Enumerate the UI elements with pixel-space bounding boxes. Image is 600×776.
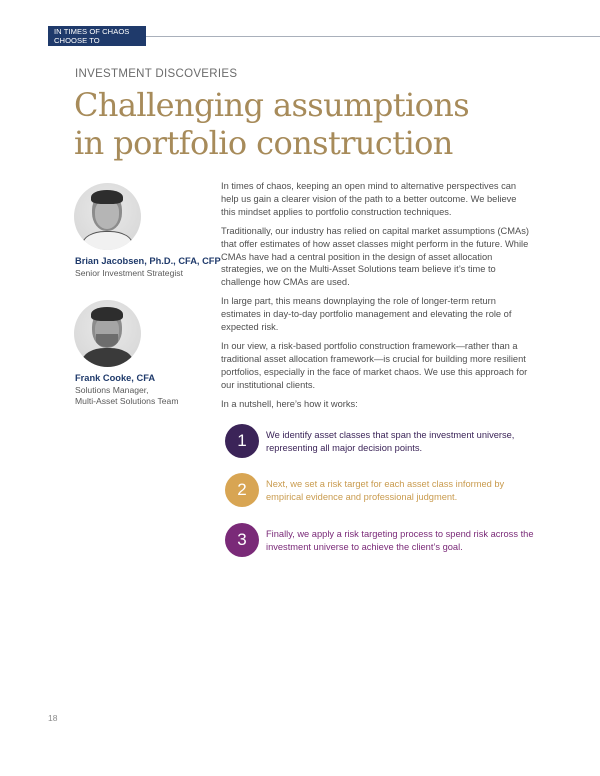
- paragraph: In times of chaos, keeping an open mind to alternative perspectives can help us gain a clearer vision of the path to a better outcome. We believe this mindset applies to portfolio construction techniques.: [221, 181, 517, 217]
- step-number-badge: 1: [225, 424, 259, 458]
- badge-emphasis: INNOVATE: [54, 44, 93, 54]
- paragraph: In a nutshell, here’s how it works:: [221, 398, 358, 409]
- header-divider: [146, 36, 600, 37]
- author-photo-cooke: [74, 300, 141, 367]
- step-text: Finally, we apply a risk targeting process to spend risk across the investment universe to achieve the client’s goal.: [266, 529, 534, 552]
- step-text: We identify asset classes that span the investment universe, representing all major decision points.: [266, 430, 515, 453]
- page-number: 18: [48, 713, 58, 723]
- author-name: Brian Jacobsen, Ph.D., CFA, CFP: [75, 256, 221, 266]
- step-number-badge: 3: [225, 523, 259, 557]
- paragraph: Traditionally, our industry has relied on capital market assumptions (CMAs) that offer estimates of how asset classes might perform in the future. While CMAs have had a central position in the design of asset allocation strategies, we on the Multi-Asset Solutions team believe it’s time to challenge how CMAs are used.: [221, 225, 529, 288]
- step-number-badge: 2: [225, 473, 259, 507]
- author-name: Frank Cooke, CFA: [75, 373, 156, 383]
- section-badge: [48, 26, 146, 54]
- step-item: [225, 424, 525, 460]
- article-body: [221, 180, 531, 417]
- author-role: Solutions Manager, Multi-Asset Solutions Team: [75, 385, 179, 406]
- step-item: [225, 473, 525, 509]
- paragraph: In our view, a risk-based portfolio construction framework—rather than a traditional asset allocation framework—is crucial for building more resilient portfolios, especially in the face of market chaos. We use this approach for our institutional clients.: [221, 340, 528, 390]
- section-eyebrow: INVESTMENT DISCOVERIES: [75, 68, 238, 80]
- badge-line-1: IN TIMES OF CHAOS: [54, 27, 130, 36]
- step-item: [225, 523, 534, 559]
- author-role: Senior Investment Strategist: [75, 268, 183, 278]
- page-title: Challenging assumptions in portfolio construction: [74, 86, 470, 162]
- badge-line-2: CHOOSE TO INNOVATE: [54, 35, 100, 54]
- author-photo-jacobsen: [74, 183, 141, 250]
- paragraph: In large part, this means downplaying the role of longer-term return estimates in day-to-day portfolio management and elevating the role of expected risk.: [221, 296, 512, 333]
- step-text: Next, we set a risk target for each asset class informed by empirical evidence and professional judgment.: [266, 479, 505, 502]
